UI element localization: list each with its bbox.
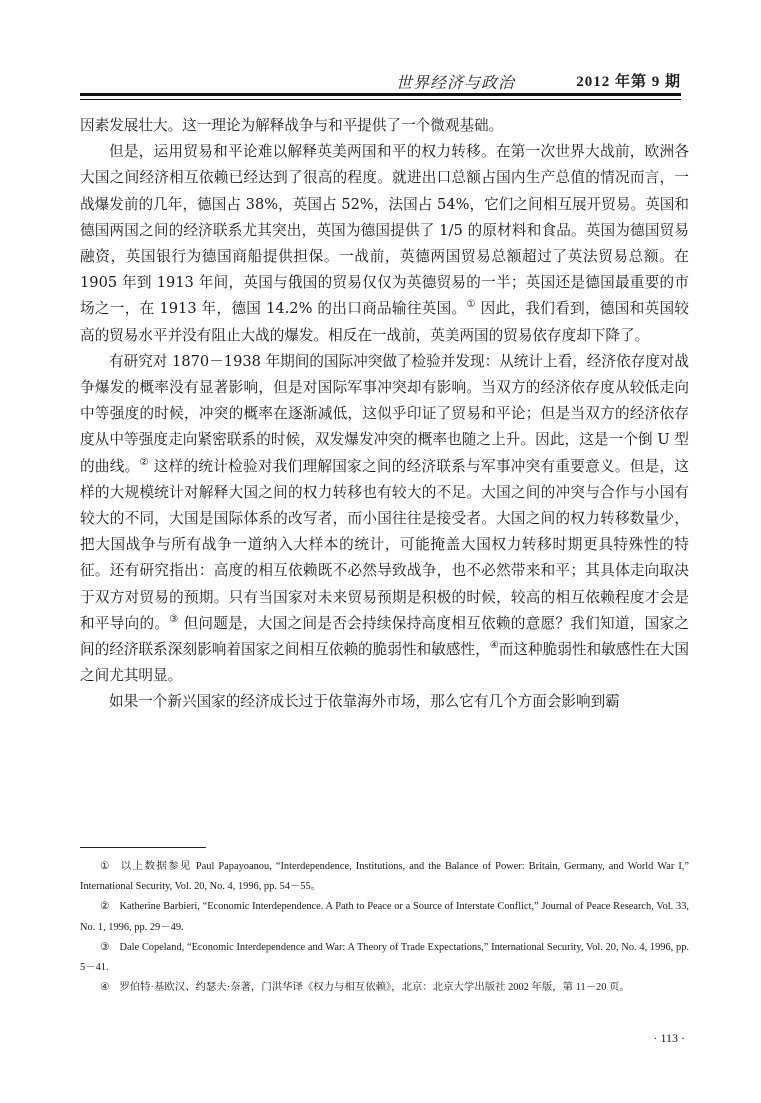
paragraph: 因素发展壮大。这一理论为解释战争与和平提供了一个微观基础。: [80, 117, 504, 134]
paragraph: 如果一个新兴国家的经济成长过于依靠海外市场，那么它有几个方面会影响到霸: [109, 693, 620, 711]
page-number: · 113 ·: [653, 1031, 685, 1045]
footnote-mark[interactable]: ③: [169, 614, 179, 625]
header-rule-thick: [80, 93, 681, 96]
footnote: [80, 897, 689, 937]
footnote-number: ④: [100, 982, 110, 994]
main-text: [80, 113, 689, 716]
paragraph: 有研究对 1870－1938 年期间的国际冲突做了检验并发现：从统计上看，经济依存度对战争爆发的概率没有显著影响，但是对国际军事冲突却有影响。当双方的经济依存度从较低走向中等强度的时候，冲突的概率在逐渐减低，这似乎印证了贸易和平论；但是当双方的经济依存度从中等强度走向紧密联系的时候，双发爆发冲突的概率也随之上升。因此，这是一个倒 U 型的曲线。② 这样的统计检验对我们理解国家之间的经济联系与军事冲突有重要意义。但是，这样的大规模统计对解释大国之间的权力转移也有较大的不足。大国之间的冲突与合作与小国有较大的不同，大国是国际体系的改写者，而小国往往是接受者。大国之间的权力转移数量少，把大国战争与所有战争一道纳入大样本的统计，可能掩盖大国权力转移时期更具特殊性的特征。还有研究指出：高度的相互依赖既不必然导致战争，也不必然带来和平；其具体走向取决于双方对贸易的预期。只有当国家对未来贸易预期是积极的时候，较高的相互依赖程度才会是和平导向的。③ 但问题是，大国之间是否会持续保持高度相互依赖的意愿？我们知道，国家之间的经济联系深刻影响着国家之间相互依赖的脆弱性和敏感性，④而这种脆弱性和敏感性在大国之间尤其明显。: [80, 352, 689, 685]
footnote-text: 罗伯特·基欧汉、约瑟夫·奈著，门洪华译《权力与相互依赖》，北京：北京大学出版社 2002 年版，第 11－20 页。: [119, 982, 630, 994]
footnote-mark[interactable]: ②: [139, 456, 149, 468]
paragraph: 但是，运用贸易和平论难以解释英美两国和平的权力转移。在第一次世界大战前，欧洲各大国之间经济相互依赖已经达到了很高的程度。就进出口总额占国内生产总值的情况而言，一战爆发前的几年，德国占 38%，英国占 52%，法国占 54%，它们之间相互展开贸易。英国和德国两国之间的经济联系尤其突出，英国为德国提供了 1/5 的原材料和食品。英国为德国贸易融资，英国银行为德国商船提供担保。一战前，英德两国贸易总额超过了英法贸易总额。在 1905 年到 1913 年间，英国与俄国的贸易仅仅为英德贸易的一半；英国还是德国最重要的市场之一，在 1913 年，德国 14.2% 的出口商品输往英国。① 因此，我们看到，德国和英国较高的贸易水平并没有阻止大战的爆发。相反在一战前，英美两国的贸易依存度却下降了。: [80, 143, 689, 344]
footnotes: [80, 857, 689, 998]
running-header: [80, 70, 681, 92]
footnote-number: ③: [100, 941, 110, 953]
footnote: [80, 938, 689, 978]
header-rule-thin: [80, 99, 681, 100]
footnote-mark[interactable]: ①: [466, 299, 476, 311]
footnote-mark[interactable]: ④: [489, 640, 499, 652]
footnote-text: 以上数据参见 Paul Papayoanou, “Interdependence, Institutions, and the Balance of Power: Britain, Germany, and World War I,” International Security, Vol. 20, No. 4, 1996, pp. 54－55。: [80, 861, 689, 893]
issue-label: 2012 年第 9 期: [576, 74, 681, 90]
footnote-rule: [80, 847, 206, 848]
footnote-text: Katherine Barbieri, “Economic Interdependence. A Path to Peace or a Source of Interstate Conflict,” Journal of Peace Research, Vol. 33, No. 1, 1996, pp. 29－49.: [80, 901, 689, 933]
footnote-number: ①: [100, 861, 111, 872]
journal-logo: 世界经济与政治: [395, 73, 515, 92]
footnote: [80, 978, 689, 998]
footnote-text: Dale Copeland, “Economic Interdependence and War: A Theory of Trade Expectations,” International Security, Vol. 20, No. 4, 1996, pp. 5－41.: [80, 941, 689, 974]
footnote-number: ②: [100, 901, 110, 913]
footnote: [80, 857, 689, 897]
